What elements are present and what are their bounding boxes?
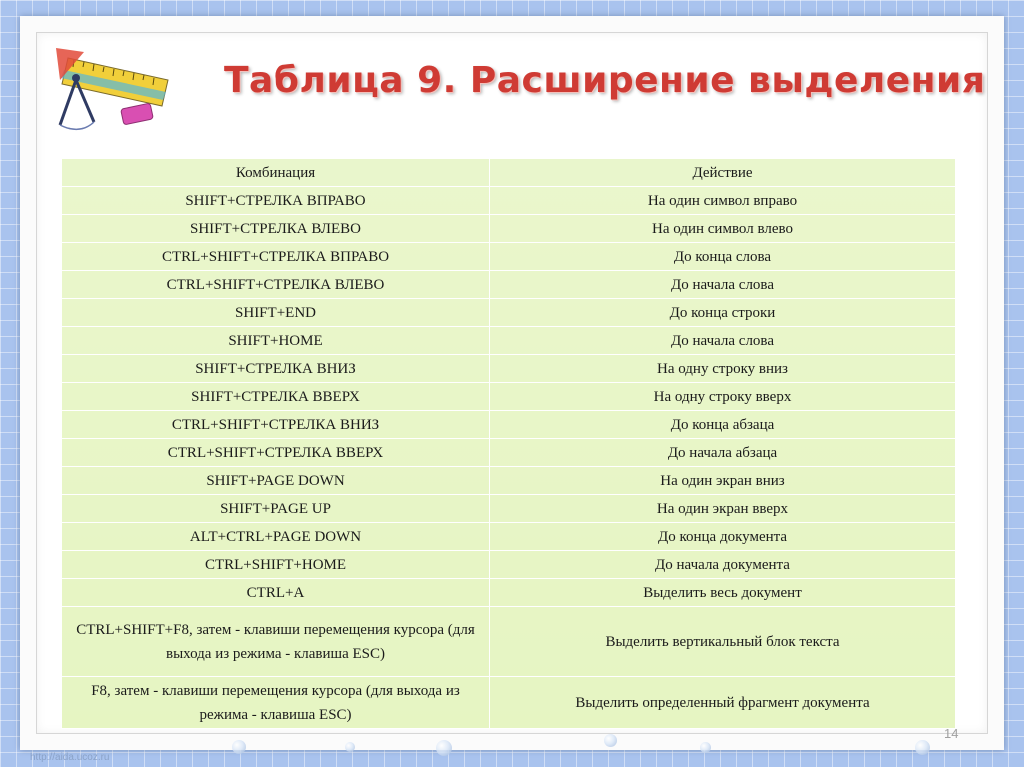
table-row (62, 299, 956, 327)
combo-cell: SHIFT+СТРЕЛКА ВПРАВО (62, 187, 490, 215)
water-drop-icon (915, 740, 930, 755)
action-cell: На один экран вниз (490, 467, 956, 495)
combo-cell: CTRL+SHIFT+F8, затем - клавиши перемещения курсора (для выхода из режима - клавиша ESC) (62, 607, 490, 677)
combo-cell: F8, затем - клавиши перемещения курсора (для выхода из режима - клавиша ESC) (62, 677, 490, 729)
table-row (62, 355, 956, 383)
table-row (62, 215, 956, 243)
water-drop-icon (604, 734, 617, 747)
combo-cell: SHIFT+HOME (62, 327, 490, 355)
action-cell: До начала абзаца (490, 439, 956, 467)
action-cell: На один символ влево (490, 215, 956, 243)
water-drop-icon (232, 740, 246, 754)
table-row (62, 327, 956, 355)
table-row (62, 495, 956, 523)
table-row (62, 271, 956, 299)
action-cell: До начала документа (490, 551, 956, 579)
combo-cell: CTRL+SHIFT+СТРЕЛКА ВЛЕВО (62, 271, 490, 299)
action-cell: До начала слова (490, 271, 956, 299)
combo-cell: CTRL+A (62, 579, 490, 607)
action-cell: До начала слова (490, 327, 956, 355)
action-cell: До конца строки (490, 299, 956, 327)
shortcut-table (61, 158, 956, 729)
action-cell: До конца слова (490, 243, 956, 271)
table-row (62, 523, 956, 551)
combo-cell: CTRL+SHIFT+СТРЕЛКА ВНИЗ (62, 411, 490, 439)
table-row (62, 579, 956, 607)
page-number: 14 (944, 726, 959, 741)
table-row (62, 607, 956, 677)
water-drop-icon (700, 742, 711, 753)
column-header-combination: Комбинация (62, 159, 490, 187)
combo-cell: CTRL+SHIFT+HOME (62, 551, 490, 579)
action-cell: Выделить вертикальный блок текста (490, 607, 956, 677)
action-cell: Выделить весь документ (490, 579, 956, 607)
watermark-text: http://aida.ucoz.ru (30, 752, 110, 763)
combo-cell: SHIFT+END (62, 299, 490, 327)
action-cell: На один символ вправо (490, 187, 956, 215)
table-row (62, 187, 956, 215)
action-cell: До конца абзаца (490, 411, 956, 439)
combo-cell: CTRL+SHIFT+СТРЕЛКА ВВЕРХ (62, 439, 490, 467)
action-cell: На один экран вверх (490, 495, 956, 523)
combo-cell: SHIFT+СТРЕЛКА ВЛЕВО (62, 215, 490, 243)
water-drop-icon (436, 740, 452, 756)
combo-cell: SHIFT+СТРЕЛКА ВНИЗ (62, 355, 490, 383)
action-cell: Выделить определенный фрагмент документа (490, 677, 956, 729)
table-header-row (62, 159, 956, 187)
table-row (62, 383, 956, 411)
combo-cell: ALT+CTRL+PAGE DOWN (62, 523, 490, 551)
action-cell: На одну строку вниз (490, 355, 956, 383)
action-cell: До конца документа (490, 523, 956, 551)
action-cell: На одну строку вверх (490, 383, 956, 411)
combo-cell: SHIFT+PAGE DOWN (62, 467, 490, 495)
table-row (62, 411, 956, 439)
page-title: Таблица 9. Расширение выделения (224, 60, 986, 101)
combo-cell: CTRL+SHIFT+СТРЕЛКА ВПРАВО (62, 243, 490, 271)
ruler-compass-eraser-icon (50, 40, 180, 135)
column-header-action: Действие (490, 159, 956, 187)
combo-cell: SHIFT+PAGE UP (62, 495, 490, 523)
table-row (62, 439, 956, 467)
table-row (62, 243, 956, 271)
table-row (62, 551, 956, 579)
table-row (62, 467, 956, 495)
table-row (62, 677, 956, 729)
water-drop-icon (345, 742, 355, 752)
combo-cell: SHIFT+СТРЕЛКА ВВЕРХ (62, 383, 490, 411)
